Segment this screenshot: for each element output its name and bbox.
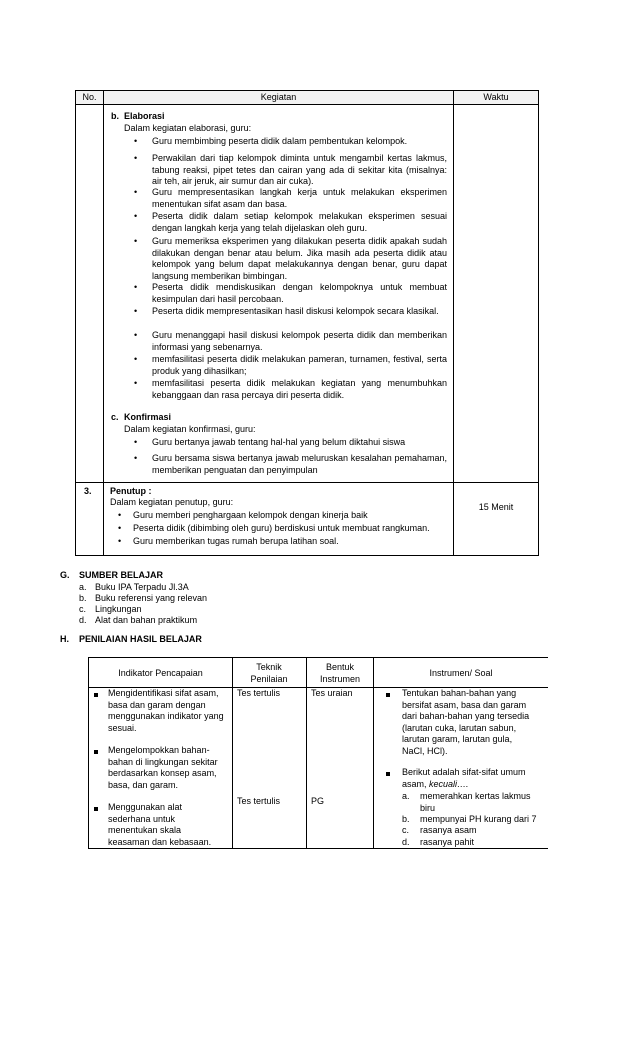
penutup-title: Penutup : <box>110 486 152 496</box>
elaborasi-title: Elaborasi <box>124 111 165 121</box>
list-item: Guru bersama siswa bertanya jawab meluruskan kesalahan pemahaman, memberikan penguatan dan penyimpulan <box>152 453 447 475</box>
header-kegiatan: Kegiatan <box>260 92 297 102</box>
rule <box>75 104 538 105</box>
list-item: Guru membimbing peserta didik dalam pembentukan kelompok. <box>152 136 408 146</box>
bullet-icon: • <box>134 236 138 246</box>
list-item: Perwakilan dari tiap kelompok diminta untuk mengambil kertas lakmus, tabung reaksi, pipet tetes dan cairan yang ada di sekitar kita (misalnya: air teh, air jeruk, air sumur dan air cuka). <box>152 153 447 186</box>
list-marker: c. <box>79 604 87 614</box>
list-item: Guru memberi penghargaan kelompok dengan kinerja baik <box>133 510 368 520</box>
list-item: memfasilitasi peserta didik melakukan kegiatan yang menumbuhkan kebanggaan dan rasa percaya diri peserta didik. <box>152 378 447 400</box>
bullet-icon: • <box>118 510 122 520</box>
header-teknik: Teknik Penilaian <box>250 662 288 684</box>
bullet-icon <box>94 750 98 754</box>
list-item: Peserta didik mempresentasikan hasil diskusi kelompok secara klasikal. <box>152 306 439 316</box>
list-item: Guru bertanya jawab tentang hal-hal yang belum diktahui siswa <box>152 437 406 447</box>
teknik-item: Tes tertulis <box>237 796 281 806</box>
rule <box>75 482 538 483</box>
option-marker: b. <box>402 814 410 824</box>
bullet-icon <box>94 693 98 697</box>
bullet-icon: • <box>134 453 138 463</box>
bullet-icon: • <box>134 354 138 364</box>
list-item: Peserta didik mendiskusikan dengan kelompoknya untuk membuat kesimpulan dari hasil percobaan. <box>152 282 447 304</box>
list-item: Guru menanggapi hasil diskusi kelompok peserta didik dan memberikan informasi yang sebenarnya. <box>152 330 447 352</box>
list-item: memfasilitasi peserta didik melakukan pameran, turnamen, festival, serta produk yang dihasilkan; <box>152 354 447 376</box>
bullet-icon: • <box>134 437 138 447</box>
indikator-item: Mengelompokkan bahan-bahan di lingkungan sekitar berdasarkan konsep asam, basa, dan garam. <box>108 745 218 790</box>
option-item: rasanya asam <box>420 825 477 835</box>
rule <box>538 90 539 556</box>
bullet-icon: • <box>134 153 138 163</box>
option-marker: d. <box>402 837 410 847</box>
list-item: Buku referensi yang relevan <box>95 593 208 603</box>
header-instrumen: Instrumen/ Soal <box>429 668 493 678</box>
penutup-intro: Dalam kegiatan penutup, guru: <box>110 497 234 507</box>
soal-2-stem: Berikut adalah sifat-sifat umum asam, <box>402 767 526 789</box>
list-marker: a. <box>79 582 87 592</box>
bentuk-item: Tes uraian <box>311 688 353 698</box>
list-marker: b. <box>79 593 87 603</box>
list-item: Alat dan bahan praktikum <box>95 615 198 625</box>
list-item: Guru memberikan tugas rumah berupa latihan soal. <box>133 536 339 546</box>
rule <box>373 657 374 849</box>
bullet-icon: • <box>134 211 138 221</box>
list-item: Buku IPA Terpadu Jl.3A <box>95 582 189 592</box>
soal-1: Tentukan bahan-bahan yang bersifat asam, basa dan garam dari bahan-bahan yang tersedia (larutan cuka, larutan sabun, larutan garam, larutan gula, NaCl, HCl). <box>402 688 530 756</box>
konfirmasi-intro: Dalam kegiatan konfirmasi, guru: <box>124 424 256 434</box>
bullet-icon: • <box>118 523 122 533</box>
indikator-item: Mengidentifikasi sifat asam, basa dan garam dengan menggunakan indikator yang sesuai. <box>108 688 224 733</box>
list-item: Peserta didik (dibimbing oleh guru) berdiskusi untuk membuat rangkuman. <box>133 523 430 533</box>
rule <box>306 657 307 849</box>
section-g-title: SUMBER BELAJAR <box>79 570 164 580</box>
indikator-item: Menggunakan alat sederhana untuk menentukan skala keasaman dan kebasaan. <box>108 802 212 847</box>
bullet-icon: • <box>134 187 138 197</box>
option-item: mempunyai PH kurang dari 7 <box>420 814 537 824</box>
section-h-marker: H. <box>60 634 69 644</box>
soal-2-kecuali: kecuali…. <box>429 778 469 789</box>
bullet-icon: • <box>118 536 122 546</box>
bentuk-item: PG <box>311 796 325 806</box>
bullet-icon: • <box>134 306 138 316</box>
header-waktu: Waktu <box>483 92 509 102</box>
list-item: Peserta didik dalam setiap kelompok melakukan eksperimen sesuai dengan langkah kerja yang telah dijelaskan oleh guru. <box>152 211 447 233</box>
soal-2 <box>402 767 542 790</box>
rule <box>75 90 538 91</box>
rule <box>75 555 538 556</box>
bullet-icon: • <box>134 282 138 292</box>
header-bentuk: Bentuk Instrumen <box>319 662 361 684</box>
bullet-icon: • <box>134 136 138 146</box>
bullet-icon <box>94 807 98 811</box>
bullet-icon: • <box>134 330 138 340</box>
section-g-marker: G. <box>60 570 70 580</box>
rule <box>88 657 548 658</box>
rule <box>75 90 76 556</box>
header-no: No. <box>82 92 97 102</box>
rule <box>453 90 454 556</box>
option-marker: c. <box>402 825 410 835</box>
teknik-item: Tes tertulis <box>237 688 281 698</box>
list-item: Guru memeriksa eksperimen yang dilakukan peserta didik apakah sudah dilakukan dengan benar atau belum. Jika masih ada peserta didik atau kelompok yang belum dapat melakukannya dengan benar, guru dapat langsung memberikan bimbingan. <box>152 236 447 281</box>
penutup-waktu: 15 Menit <box>478 502 514 512</box>
option-item: rasanya pahit <box>420 837 475 847</box>
list-marker: d. <box>79 615 87 625</box>
bullet-icon <box>386 772 390 776</box>
elaborasi-intro: Dalam kegiatan elaborasi, guru: <box>124 123 252 133</box>
bullet-icon <box>386 693 390 697</box>
penutup-no: 3. <box>84 486 92 496</box>
elaborasi-marker: b. <box>111 111 119 121</box>
option-item: memerahkan kertas lakmus biru <box>420 791 531 813</box>
konfirmasi-title: Konfirmasi <box>124 412 172 422</box>
section-h-title: PENILAIAN HASIL BELAJAR <box>79 634 202 644</box>
list-item: Guru mempresentasikan langkah kerja untuk melakukan eksperimen menentukan sifat asam dan basa. <box>152 187 447 209</box>
rule <box>88 657 89 849</box>
rule <box>232 657 233 849</box>
option-marker: a. <box>402 791 410 801</box>
bullet-icon: • <box>134 378 138 388</box>
rule <box>103 90 104 556</box>
list-item: Lingkungan <box>95 604 142 614</box>
header-indikator: Indikator Pencapaian <box>118 668 203 678</box>
konfirmasi-marker: c. <box>111 412 119 422</box>
